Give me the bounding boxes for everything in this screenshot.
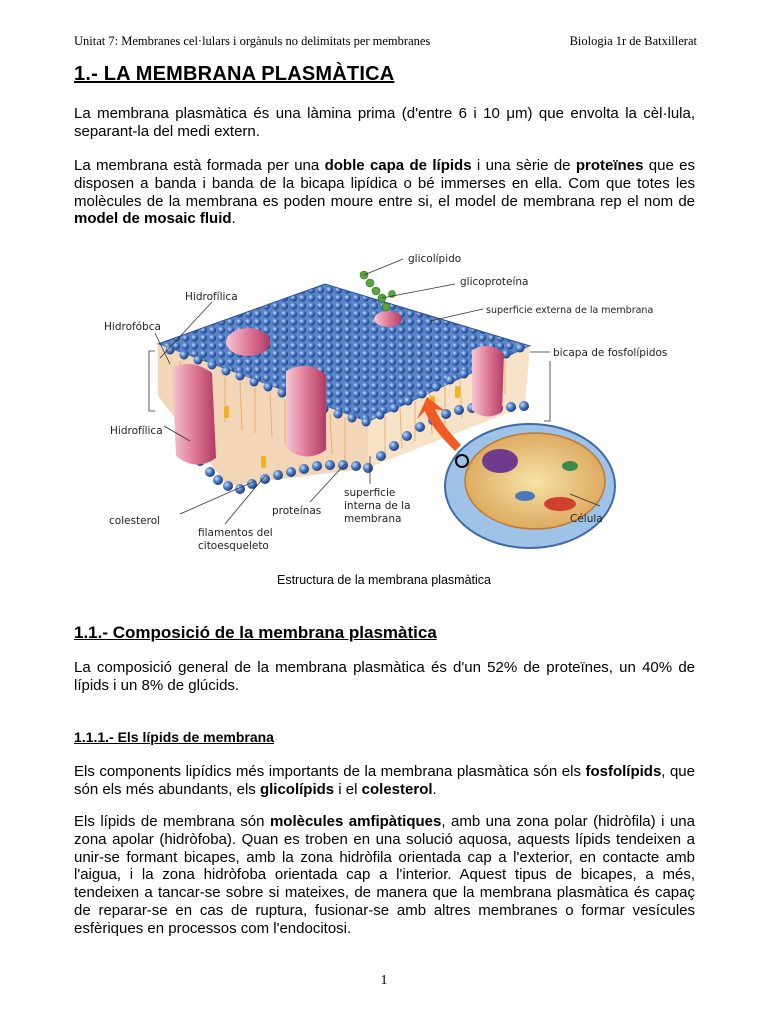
protein-left xyxy=(172,364,216,465)
term-cholesterol: colesterol xyxy=(361,780,433,798)
page-number: 1 xyxy=(380,973,388,988)
label-proteinas: proteínas xyxy=(272,505,322,517)
figure-caption: Estructura de la membrana plasmàtica xyxy=(277,573,491,587)
membrane-figure xyxy=(100,246,680,566)
protein-right xyxy=(472,346,504,417)
label-glicolipido: glicolípido xyxy=(408,253,462,265)
page-title: 1.- LA MEMBRANA PLASMÀTICA xyxy=(74,63,395,85)
term-glycolipids: glicolípids xyxy=(259,780,335,798)
paragraph-composition: La composició general de la membrana plasmàtica és d'un 52% de proteïnes, un 40% de lípids i un 8% de glúcids. xyxy=(74,659,695,694)
label-hidrofobca: Hidrofóbca xyxy=(104,321,161,333)
label-superficie-interna-1: superficie xyxy=(344,487,396,499)
term-lipid-bilayer: doble capa de lípids xyxy=(324,157,472,174)
label-glicoproteina: glicoproteína xyxy=(460,276,529,288)
label-celula: Célula xyxy=(570,513,603,525)
header-right: Biologia 1r de Batxillerat xyxy=(569,34,697,48)
glycoprotein-dome xyxy=(374,311,402,327)
label-superficie-interna-2: interna de la xyxy=(344,500,411,512)
term-amphipathic: molècules amfipàtiques xyxy=(269,813,442,830)
label-colesterol: colesterol xyxy=(109,515,161,527)
label-filamentos-1: filamentos del xyxy=(198,527,273,539)
paragraph-intro: La membrana plasmàtica és una làmina prima (d'entre 6 i 10 μm) que envolta la cèl·lula, separant-la del medi extern. xyxy=(74,105,695,140)
section-heading-composition: 1.1.- Composició de la membrana plasmàtica xyxy=(74,623,437,642)
label-filamentos-2: citoesqueleto xyxy=(198,540,269,552)
term-fluid-mosaic: model de mosaic fluid xyxy=(74,210,232,228)
protein-center xyxy=(286,366,326,457)
term-phospholipids: fosfolípids xyxy=(585,763,662,780)
label-bicapa: bicapa de fosfolípidos xyxy=(553,347,668,359)
header-left: Unitat 7: Membranes cel·lulars i orgànuls no delimitats per membranes xyxy=(74,34,431,48)
term-proteins: proteïnes xyxy=(575,157,644,174)
paragraph-lipid-components: Els components lipídics més importants de la membrana plasmàtica són els fosfolípids, que són els més abundants, els glicolípids i el colesterol. xyxy=(74,763,695,798)
label-hidrofilica-bottom: Hidrofílica xyxy=(110,425,163,437)
label-hidrofilica-top: Hidrofílica xyxy=(185,291,238,303)
page-header xyxy=(74,34,697,49)
paragraph-structure: La membrana està formada per una doble capa de lípids i una sèrie de proteïnes que es disposen a banda i banda de la bicapa lipídica o bé immerses en ella. Com que totes les molècules de la membrana es poden moure entre si, el model de membrana rep el nom de model de mosaic fluid. xyxy=(74,157,695,228)
subsection-heading-lipids: 1.1.1.- Els lípids de membrana xyxy=(74,729,274,745)
paragraph-amphipathic: Els lípids de membrana són molècules amfipàtiques, amb una zona polar (hidròfila) i una zona apolar (hidròfoba). Quan es troben en una solució aquosa, aquests lípids tendeixen a unir-se formant bicapes, amb la zona hidròfila orientada cap a l'exterior, en contacte amb l'aigua, i la zona hidròfoba orientada cap a l'interior. Aquest tipus de bicapes, a més, tendeixen a tancar-se sobre si mateixes, de manera que la membrana plasmàtica és capaç de reparar-se en cas de ruptura, fusionar-se amb altres membranes o formar vesícules esfèriques en processos com l'endocitosi. xyxy=(74,813,695,937)
protein-top-dome xyxy=(226,328,270,356)
label-superficie-externa: superficie externa de la membrana xyxy=(486,305,654,316)
label-superficie-interna-3: membrana xyxy=(344,513,402,525)
